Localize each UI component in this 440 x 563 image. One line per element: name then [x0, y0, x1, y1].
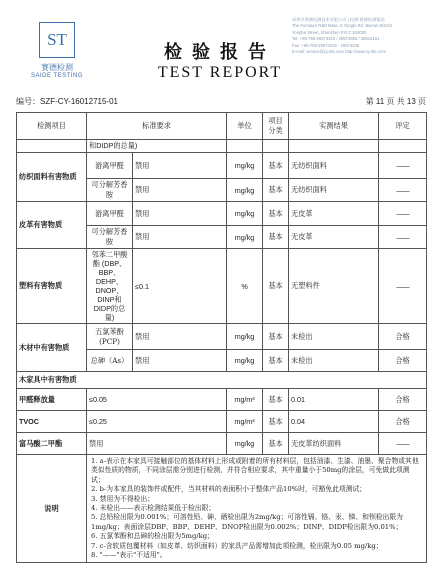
cell-req: 禁用: [133, 350, 227, 372]
cell-eval: ——: [379, 433, 427, 455]
cell-unit: %: [227, 249, 263, 324]
logo-name-cn: 赛德检测: [41, 63, 73, 72]
cell-unit: mg/kg: [227, 202, 263, 226]
company-logo: [22, 22, 92, 79]
cell-class: 基本: [263, 153, 289, 179]
cell-class: 基本: [263, 249, 289, 324]
cell-class: 基本: [263, 202, 289, 226]
col-header: 实测结果: [289, 113, 379, 140]
cell-item: 甲醛释放量: [17, 389, 87, 411]
cell-result: 无皮革: [289, 226, 379, 249]
cell-class: 基本: [263, 389, 289, 411]
cell-unit: mg/kg: [227, 324, 263, 350]
cell-unit: mg/kg: [227, 153, 263, 179]
cell-eval: 合格: [379, 411, 427, 433]
cell-result: 无纺织面料: [289, 179, 379, 202]
cell-req: 禁用: [133, 153, 227, 179]
table-row: [17, 140, 427, 153]
cell-result: 未检出: [289, 324, 379, 350]
cell-eval: 合格: [379, 350, 427, 372]
cell-unit: mg/m³: [227, 411, 263, 433]
page-number: 第 11 页 共 13 页: [365, 97, 426, 106]
address-line: E-mail: service@cy-ste.com http://www.cy-ste.com: [292, 49, 386, 55]
section-title: 木家具中有害物质: [17, 372, 427, 389]
address-line: 深圳市赛德检测技术有限公司 | 检测 赛德检测集团: [292, 17, 385, 22]
cell-unit: mg/kg: [227, 350, 263, 372]
report-header: [0, 0, 440, 92]
cell-eval: ——: [379, 202, 427, 226]
cell-eval: 合格: [379, 324, 427, 350]
cell-req: 禁用: [133, 226, 227, 249]
cell-class: 基本: [263, 411, 289, 433]
results-table: [16, 112, 427, 563]
table-row: [17, 202, 427, 226]
cell-req: ≤0.1: [133, 249, 227, 324]
table-row: [17, 153, 427, 179]
cell-eval: ——: [379, 153, 427, 179]
cell-unit: mg/kg: [227, 179, 263, 202]
logo-name-en: SAIDE TESTING: [30, 73, 84, 79]
cell-req: ≤0.25: [87, 411, 227, 433]
cell-req: 禁用: [133, 202, 227, 226]
note-line: 7. c-含软质包覆材料（如皮革、纺织面料）的家具产品需增加此项检测，检出限为0.05 mg/kg；: [91, 541, 383, 550]
title-en: TEST REPORT: [157, 64, 283, 81]
cell-item: 塑料有害物质: [17, 249, 87, 324]
cell-sub: 邻苯二甲酸酯 (DBP、BBP、DEHP、DNOP、DINP和DIDP的总量): [87, 249, 133, 324]
cell-unit: mg/kg: [227, 433, 263, 455]
cell-sub: 总砷（As）: [87, 350, 133, 372]
cell-sub: 五氯苯酚 (PCP): [87, 324, 133, 350]
col-header: 标准要求: [87, 113, 227, 140]
note-line: 1. a-表示在本家具可接触部位的基体材料上形成或附着的所有材料层，包括油漆、生漆、油墨、聚合物或其他类似性质的物质，不同涂层需分别进行检测，并符合相应要求，其中重量小于50mg的涂层，可免做此项测试；: [91, 457, 419, 484]
cell-req: 禁用: [133, 179, 227, 202]
cell-result: 无皮革: [289, 202, 379, 226]
cell-result: 无塑料件: [289, 249, 379, 324]
cell-unit: mg/m³: [227, 389, 263, 411]
cell-req: 禁用: [87, 433, 227, 455]
cell-result: 0.01: [289, 389, 379, 411]
cell-eval: ——: [379, 226, 427, 249]
cell-unit: mg/kg: [227, 226, 263, 249]
address-line: Yonghe Street, Shenzhen P.R.C 518000: [292, 29, 367, 35]
cell-sub: 可分解芳香胺: [87, 226, 133, 249]
cell-sub: 可分解芳香胺: [87, 179, 133, 202]
report-number: 编号：SZF-CY-16012715-01: [16, 97, 118, 106]
cell-result: 未检出: [289, 350, 379, 372]
col-header: 评定: [379, 113, 427, 140]
note-line: 6. 五氯苯酚和总砷的检出限为5mg/kg；: [91, 532, 214, 541]
note-line: 8. "——"表示"不适用"。: [91, 551, 167, 560]
cell-result: 0.04: [289, 411, 379, 433]
cell-result: 无皮革纺织面料: [289, 433, 379, 455]
cell-eval: ——: [379, 249, 427, 324]
note-line: 3. 禁用为不得检出；: [91, 494, 155, 503]
notes-content: [87, 455, 427, 563]
col-header: 单位: [227, 113, 263, 140]
cell-class: 基本: [263, 350, 289, 372]
notes-row: [17, 455, 427, 563]
logo-mark: ST: [39, 22, 75, 58]
cell-req: 禁用: [133, 324, 227, 350]
cell-class: 基本: [263, 433, 289, 455]
table-header-row: [17, 113, 427, 140]
table-row: [17, 411, 427, 433]
cell-class: 基本: [263, 226, 289, 249]
col-header: 检测项目: [17, 113, 87, 140]
cell-item: 皮革有害物质: [17, 202, 87, 249]
cell-eval: ——: [379, 179, 427, 202]
cell-result: 无纺织面料: [289, 153, 379, 179]
cell-sub: 游离甲醛: [87, 202, 133, 226]
note-line: 2. b-为本家具的装饰件或配件，当其材料的表面积小于整体产品10%时，可豁免此项测试；: [91, 485, 367, 494]
company-address: [292, 17, 432, 55]
cell-item: TVOC: [17, 411, 87, 433]
col-header: 项目分类: [263, 113, 289, 140]
address-line: Fax: +86-755-29574215 · 29574235: [292, 42, 360, 48]
cell-item: 富马酸二甲酯: [17, 433, 87, 455]
cell-item: 木材中有害物质: [17, 324, 87, 372]
cell-req: ≤0.05: [87, 389, 227, 411]
section-row: [17, 372, 427, 389]
cell-class: 基本: [263, 179, 289, 202]
notes-label: 说明: [17, 455, 87, 563]
report-meta: [16, 96, 426, 108]
table-row: [17, 324, 427, 350]
cell-req: 和DIDP的总量): [87, 140, 227, 153]
address-line: Tel: +86-755-29574215 / 29574555 / 36516181: [292, 36, 380, 42]
title-cn: 检验报告: [164, 42, 276, 63]
table-row: [17, 389, 427, 411]
cell-class: 基本: [263, 324, 289, 350]
cell-sub: 游离甲醛: [87, 153, 133, 179]
note-line: 5. 总铅检出限为0.001%；可溶性铅、砷、硒检出限为2mg/kg；可溶性镉、铬、汞、锑、和钡检出限为1mg/kg；表面涂层DBP、BBP、DEHP、DNOP检出限为0.002%；DINP、DIDP检出限为0.01%；: [91, 513, 403, 531]
note-line: 4. 未检出——表示检测结果低于检出限；: [91, 504, 216, 513]
cell-item: 纺织面料有害物质: [17, 153, 87, 202]
cell-eval: 合格: [379, 389, 427, 411]
table-row: [17, 433, 427, 455]
address-line: The Furniture R&D Base, 8 Yongfu Rd, Bao'an District: [292, 23, 393, 29]
table-row: [17, 249, 427, 324]
